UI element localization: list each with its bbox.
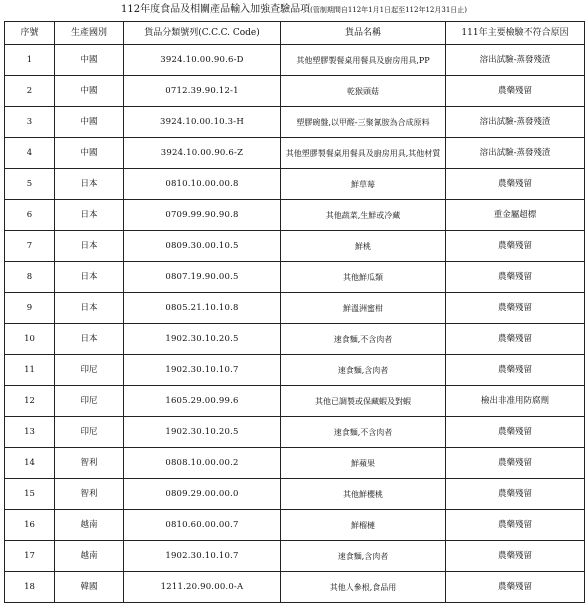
header-country: 生產國別 (55, 22, 124, 45)
cell-country: 日本 (55, 169, 124, 200)
table-row (5, 355, 585, 386)
cell-code: 3924.10.00.90.6-Z (124, 138, 281, 169)
cell-reason: 農藥殘留 (446, 262, 585, 293)
cell-reason: 溶出試驗-蒸發殘渣 (446, 45, 585, 76)
cell-code: 0809.30.00.10.5 (124, 231, 281, 262)
table-row (5, 107, 585, 138)
cell-serial: 3 (5, 107, 55, 138)
header-code: 貨品分類號列(C.C.C. Code) (124, 22, 281, 45)
cell-name: 其他人參根,食品用 (281, 572, 446, 603)
cell-name: 塑膠碗盤,以甲醛-三聚氰胺為合成原料 (281, 107, 446, 138)
cell-reason: 重金屬超標 (446, 200, 585, 231)
cell-reason: 溶出試驗-蒸發殘渣 (446, 107, 585, 138)
cell-serial: 1 (5, 45, 55, 76)
table-row (5, 231, 585, 262)
cell-name: 速食麵,不含肉者 (281, 417, 446, 448)
cell-code: 1902.30.10.10.7 (124, 541, 281, 572)
table-row (5, 572, 585, 603)
table-row (5, 293, 585, 324)
cell-serial: 4 (5, 138, 55, 169)
table-row (5, 386, 585, 417)
cell-code: 0805.21.10.10.8 (124, 293, 281, 324)
cell-code: 0810.60.00.00.7 (124, 510, 281, 541)
cell-serial: 8 (5, 262, 55, 293)
table-row (5, 262, 585, 293)
cell-name: 速食麵,含肉者 (281, 355, 446, 386)
title-note: (管制期間自112年1月1日起至112年12月31日止) (310, 6, 467, 14)
cell-serial: 10 (5, 324, 55, 355)
cell-country: 越南 (55, 510, 124, 541)
cell-country: 日本 (55, 231, 124, 262)
cell-name: 其他已調製或保藏蝦及對蝦 (281, 386, 446, 417)
cell-code: 3924.10.00.90.6-D (124, 45, 281, 76)
cell-reason: 檢出非准用防腐劑 (446, 386, 585, 417)
cell-code: 1605.29.00.99.6 (124, 386, 281, 417)
header-reason: 111年主要檢驗不符合原因 (446, 22, 585, 45)
table-row (5, 45, 585, 76)
cell-name: 鮮溫洲蜜柑 (281, 293, 446, 324)
cell-reason: 農藥殘留 (446, 417, 585, 448)
cell-serial: 2 (5, 76, 55, 107)
cell-country: 智利 (55, 479, 124, 510)
cell-name: 其他塑膠製餐桌用餐具及廚房用具,PP (281, 45, 446, 76)
table-row (5, 138, 585, 169)
cell-code: 1902.30.10.20.5 (124, 324, 281, 355)
cell-code: 0807.19.90.00.5 (124, 262, 281, 293)
cell-reason: 溶出試驗-蒸發殘渣 (446, 138, 585, 169)
cell-serial: 12 (5, 386, 55, 417)
cell-code: 0712.39.90.12-1 (124, 76, 281, 107)
cell-country: 中國 (55, 76, 124, 107)
cell-country: 越南 (55, 541, 124, 572)
inspection-items-table (4, 21, 585, 603)
cell-reason: 農藥殘留 (446, 76, 585, 107)
table-row (5, 479, 585, 510)
cell-name: 乾猴頭菇 (281, 76, 446, 107)
table-row (5, 200, 585, 231)
cell-country: 日本 (55, 293, 124, 324)
cell-serial: 14 (5, 448, 55, 479)
cell-name: 其他塑膠製餐桌用餐具及廚房用具,其他材質 (281, 138, 446, 169)
table-row (5, 76, 585, 107)
cell-code: 0709.99.90.90.8 (124, 200, 281, 231)
cell-name: 鮮榴槤 (281, 510, 446, 541)
cell-code: 1211.20.90.00.0-A (124, 572, 281, 603)
cell-code: 0810.10.00.00.8 (124, 169, 281, 200)
header-serial: 序號 (5, 22, 55, 45)
page-title (0, 2, 588, 18)
table-row (5, 510, 585, 541)
cell-reason: 農藥殘留 (446, 324, 585, 355)
cell-name: 速食麵,含肉者 (281, 541, 446, 572)
table-row (5, 448, 585, 479)
cell-country: 印尼 (55, 386, 124, 417)
table-header-row (5, 22, 585, 45)
cell-code: 1902.30.10.20.5 (124, 417, 281, 448)
cell-reason: 農藥殘留 (446, 231, 585, 262)
title-main: 112年度食品及相關產品輸入加強查驗品項 (121, 4, 311, 15)
cell-serial: 11 (5, 355, 55, 386)
cell-country: 中國 (55, 45, 124, 76)
cell-country: 日本 (55, 200, 124, 231)
cell-country: 韓國 (55, 572, 124, 603)
cell-reason: 農藥殘留 (446, 355, 585, 386)
cell-name: 鮮草莓 (281, 169, 446, 200)
cell-name: 其他鮮瓜類 (281, 262, 446, 293)
cell-reason: 農藥殘留 (446, 572, 585, 603)
cell-country: 中國 (55, 107, 124, 138)
cell-country: 中國 (55, 138, 124, 169)
cell-reason: 農藥殘留 (446, 448, 585, 479)
table-body (5, 45, 585, 603)
cell-serial: 17 (5, 541, 55, 572)
cell-country: 印尼 (55, 417, 124, 448)
cell-serial: 13 (5, 417, 55, 448)
cell-code: 0808.10.00.00.2 (124, 448, 281, 479)
cell-code: 1902.30.10.10.7 (124, 355, 281, 386)
cell-reason: 農藥殘留 (446, 479, 585, 510)
cell-reason: 農藥殘留 (446, 510, 585, 541)
cell-serial: 9 (5, 293, 55, 324)
cell-serial: 18 (5, 572, 55, 603)
header-name: 貨品名稱 (281, 22, 446, 45)
cell-country: 日本 (55, 324, 124, 355)
cell-serial: 5 (5, 169, 55, 200)
cell-reason: 農藥殘留 (446, 541, 585, 572)
cell-name: 其他鮮櫻桃 (281, 479, 446, 510)
cell-serial: 7 (5, 231, 55, 262)
cell-name: 鮮蘋果 (281, 448, 446, 479)
cell-serial: 15 (5, 479, 55, 510)
cell-name: 鮮桃 (281, 231, 446, 262)
cell-serial: 16 (5, 510, 55, 541)
cell-country: 日本 (55, 262, 124, 293)
cell-name: 其他蔬菜,生鮮或冷藏 (281, 200, 446, 231)
table-row (5, 169, 585, 200)
cell-reason: 農藥殘留 (446, 293, 585, 324)
cell-code: 3924.10.00.10.3-H (124, 107, 281, 138)
cell-serial: 6 (5, 200, 55, 231)
table-row (5, 417, 585, 448)
table-row (5, 324, 585, 355)
table-row (5, 541, 585, 572)
cell-name: 速食麵,不含肉者 (281, 324, 446, 355)
cell-code: 0809.29.00.00.0 (124, 479, 281, 510)
cell-country: 智利 (55, 448, 124, 479)
cell-reason: 農藥殘留 (446, 169, 585, 200)
cell-country: 印尼 (55, 355, 124, 386)
